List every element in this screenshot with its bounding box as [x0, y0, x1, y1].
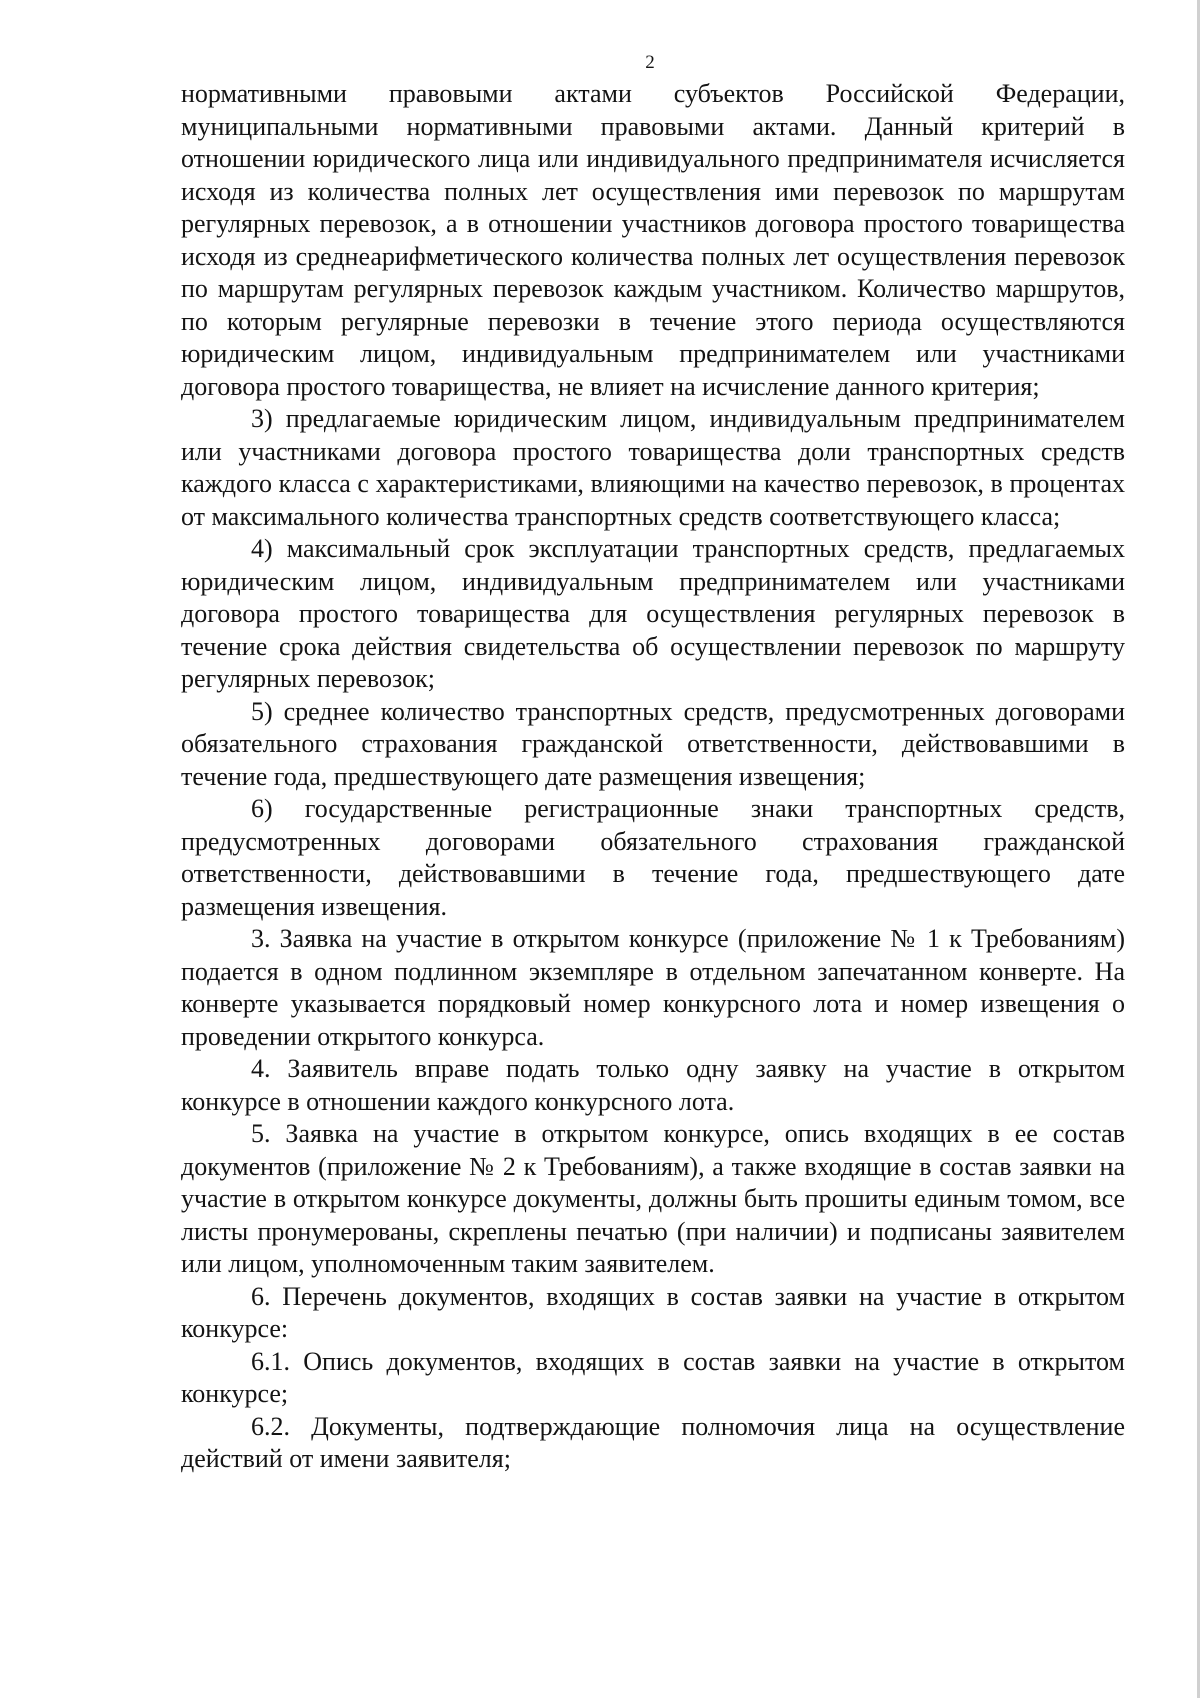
document-body [181, 78, 1125, 1476]
paragraph-item-5: 5) среднее количество транспортных средств, предусмотренных договорами обязательного страхования гражданской ответственности, действовавшими в течение года, предшествующего дате размещения извещения; [181, 696, 1125, 791]
paragraph-item-3: 3) предлагаемые юридическим лицом, индивидуальным предпринимателем или участниками договора простого товарищества доли транспортных средств каждого класса с характеристиками, влияющими на качество перевозок, в процентах от максимального количества транспортных средств соответствующего класса; [181, 404, 1125, 531]
paragraph-section-5: 5. Заявка на участие в открытом конкурсе, опись входящих в ее состав документов (приложение № 2 к Требованиям), а также входящие в состав заявки на участие в открытом конкурсе документы, должны быть прошиты единым томом, все листы пронумерованы, скреплены печатью (при наличии) и подписаны заявителем или лицом, уполномоченным таким заявителем. [181, 1119, 1125, 1278]
paragraph-section-6-2: 6.2. Документы, подтверждающие полномочия лица на осуществление действий от имени заявителя; [181, 1411, 1125, 1473]
paragraph-section-6: 6. Перечень документов, входящих в состав заявки на участие в открытом конкурсе: [181, 1281, 1125, 1343]
paragraph-item-4: 4) максимальный срок эксплуатации транспортных средств, предлагаемых юридическим лицом, индивидуальным предпринимателем или участниками договора простого товарищества для осуществления регулярных перевозок в течение срока действия свидетельства об осуществлении перевозок по маршруту регулярных перевозок; [181, 534, 1125, 693]
page-number: 2 [645, 52, 655, 73]
paragraph-section-4: 4. Заявитель вправе подать только одну заявку на участие в открытом конкурсе в отношении каждого конкурсного лота. [181, 1054, 1125, 1116]
paragraph-item-6: 6) государственные регистрационные знаки транспортных средств, предусмотренных договорами обязательного страхования гражданской ответственности, действовавшими в течение года, предшествующего дате размещения извещения. [181, 794, 1125, 921]
paragraph-section-6-1: 6.1. Опись документов, входящих в состав заявки на участие в открытом конкурсе; [181, 1346, 1125, 1408]
paragraph-section-3: 3. Заявка на участие в открытом конкурсе (приложение № 1 к Требованиям) подается в одном подлинном экземпляре в отдельном запечатанном конверте. На конверте указывается порядковый номер конкурсного лота и номер извещения о проведении открытого конкурса. [181, 924, 1125, 1051]
paragraph-criterion-continuation: нормативными правовыми актами субъектов Российской Федерации, муниципальными нормативными правовыми актами. Данный критерий в отношении юридического лица или индивидуального предпринимателя исчисляется исходя из количества полных лет осуществления ими перевозок по маршрутам регулярных перевозок, а в отношении участников договора простого товарищества исходя из среднеарифметического количества полных лет осуществления перевозок по маршрутам регулярных перевозок каждым участником. Количество маршрутов, по которым регулярные перевозки в течение этого периода осуществляются юридическим лицом, индивидуальным предпринимателем или участниками договора простого товарищества, не влияет на исчисление данного критерия; [181, 79, 1125, 401]
